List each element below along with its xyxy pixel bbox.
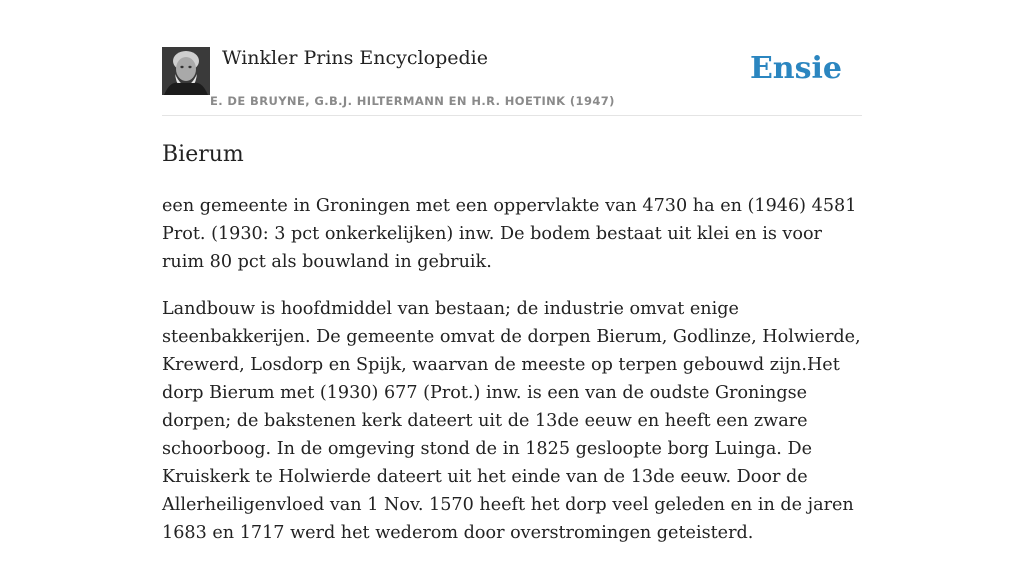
brand-logo[interactable]: Ensie bbox=[749, 51, 842, 86]
site-title[interactable]: Winkler Prins Encyclopedie bbox=[222, 47, 488, 69]
author-avatar bbox=[162, 47, 210, 95]
site-header bbox=[162, 44, 862, 116]
article-title: Bierum bbox=[162, 142, 244, 167]
byline: E. DE BRUYNE, G.B.J. HILTERMANN EN H.R. HOETINK (1947) bbox=[210, 94, 615, 108]
portrait-avatar-icon bbox=[162, 47, 210, 95]
article-paragraph: een gemeente in Groningen met een oppervlakte van 4730 ha en (1946) 4581 Prot. (1930: 3 pct onkerkelijken) inw. De bodem bestaat uit klei en is voor ruim 80 pct als bouwland in gebruik. bbox=[162, 196, 857, 272]
article-body bbox=[162, 192, 862, 566]
article-paragraph: Landbouw is hoofdmiddel van bestaan; de industrie omvat enige steenbakkerijen. De gemeente omvat de dorpen Bierum, Godlinze, Holwierde, Krewerd, Losdorp en Spijk, waarvan de meeste op terpen gebouwd zijn.Het dorp Bierum met (1930) 677 (Prot.) inw. is een van de oudste Groningse dorpen; de bakstenen kerk dateert uit de 13de eeuw en heeft een zware schoorboog. In de omgeving stond de in 1825 gesloopte borg Luinga. De Kruiskerk te Holwierde dateert uit het einde van de 13de eeuw. Door de Allerheiligenvloed van 1 Nov. 1570 heeft het dorp veel geleden en in de jaren 1683 en 1717 werd het wederom door overstromingen geteisterd. bbox=[162, 299, 861, 543]
